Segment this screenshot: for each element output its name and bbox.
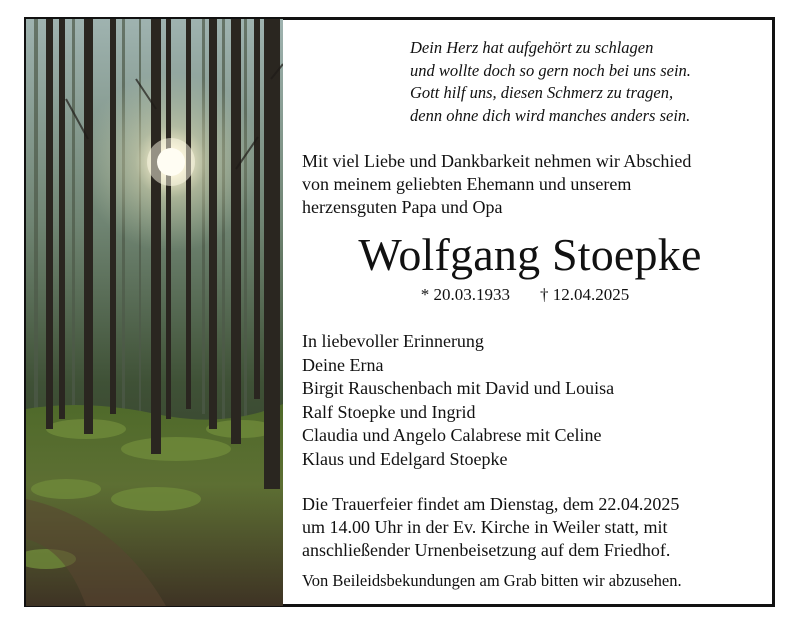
life-dates	[300, 284, 750, 306]
poem	[410, 37, 760, 127]
poem-line: Gott hilf uns, diesen Schmerz zu tragen,	[410, 83, 674, 102]
mourner-line: Birgit Rauschenbach mit David und Louisa	[302, 378, 615, 398]
mourner-line: Claudia und Angelo Calabrese mit Celine	[302, 425, 602, 445]
condolence-note: Von Beileidsbekundungen am Grab bitten wir abzusehen.	[302, 571, 682, 590]
service-line: um 14.00 Uhr in der Ev. Kirche in Weiler statt, mit	[302, 517, 668, 537]
birth-date: * 20.03.1933	[420, 285, 510, 304]
deceased-name: Wolfgang Stoepke	[358, 229, 702, 280]
funeral-service-info	[302, 493, 772, 562]
poem-line: Dein Herz hat aufgehört zu schlagen	[410, 38, 654, 57]
intro-line: herzensguten Papa und Opa	[302, 197, 503, 217]
poem-line: denn ohne dich wird manches anders sein.	[410, 105, 691, 125]
mourner-line: Ralf Stoepke und Ingrid	[302, 401, 476, 422]
service-line: anschließender Urnenbeisetzung auf dem Friedhof.	[302, 540, 671, 560]
death-date: † 12.04.2025	[540, 285, 630, 304]
mourners-list	[302, 330, 762, 471]
mourner-line: Deine Erna	[302, 354, 384, 375]
mourner-line: Klaus und Edelgard Stoepke	[302, 448, 508, 469]
mourner-line: In liebevoller Erinnerung	[302, 331, 484, 351]
poem-line: und wollte doch so gern noch bei uns sein.	[410, 60, 691, 80]
intro-line: Mit viel Liebe und Dankbarkeit nehmen wir Abschied	[302, 151, 692, 171]
service-line: Die Trauerfeier findet am Dienstag, dem 22.04.2025	[302, 494, 680, 514]
intro-text	[302, 150, 772, 219]
intro-line: von meinem geliebten Ehemann und unserem	[302, 174, 632, 194]
